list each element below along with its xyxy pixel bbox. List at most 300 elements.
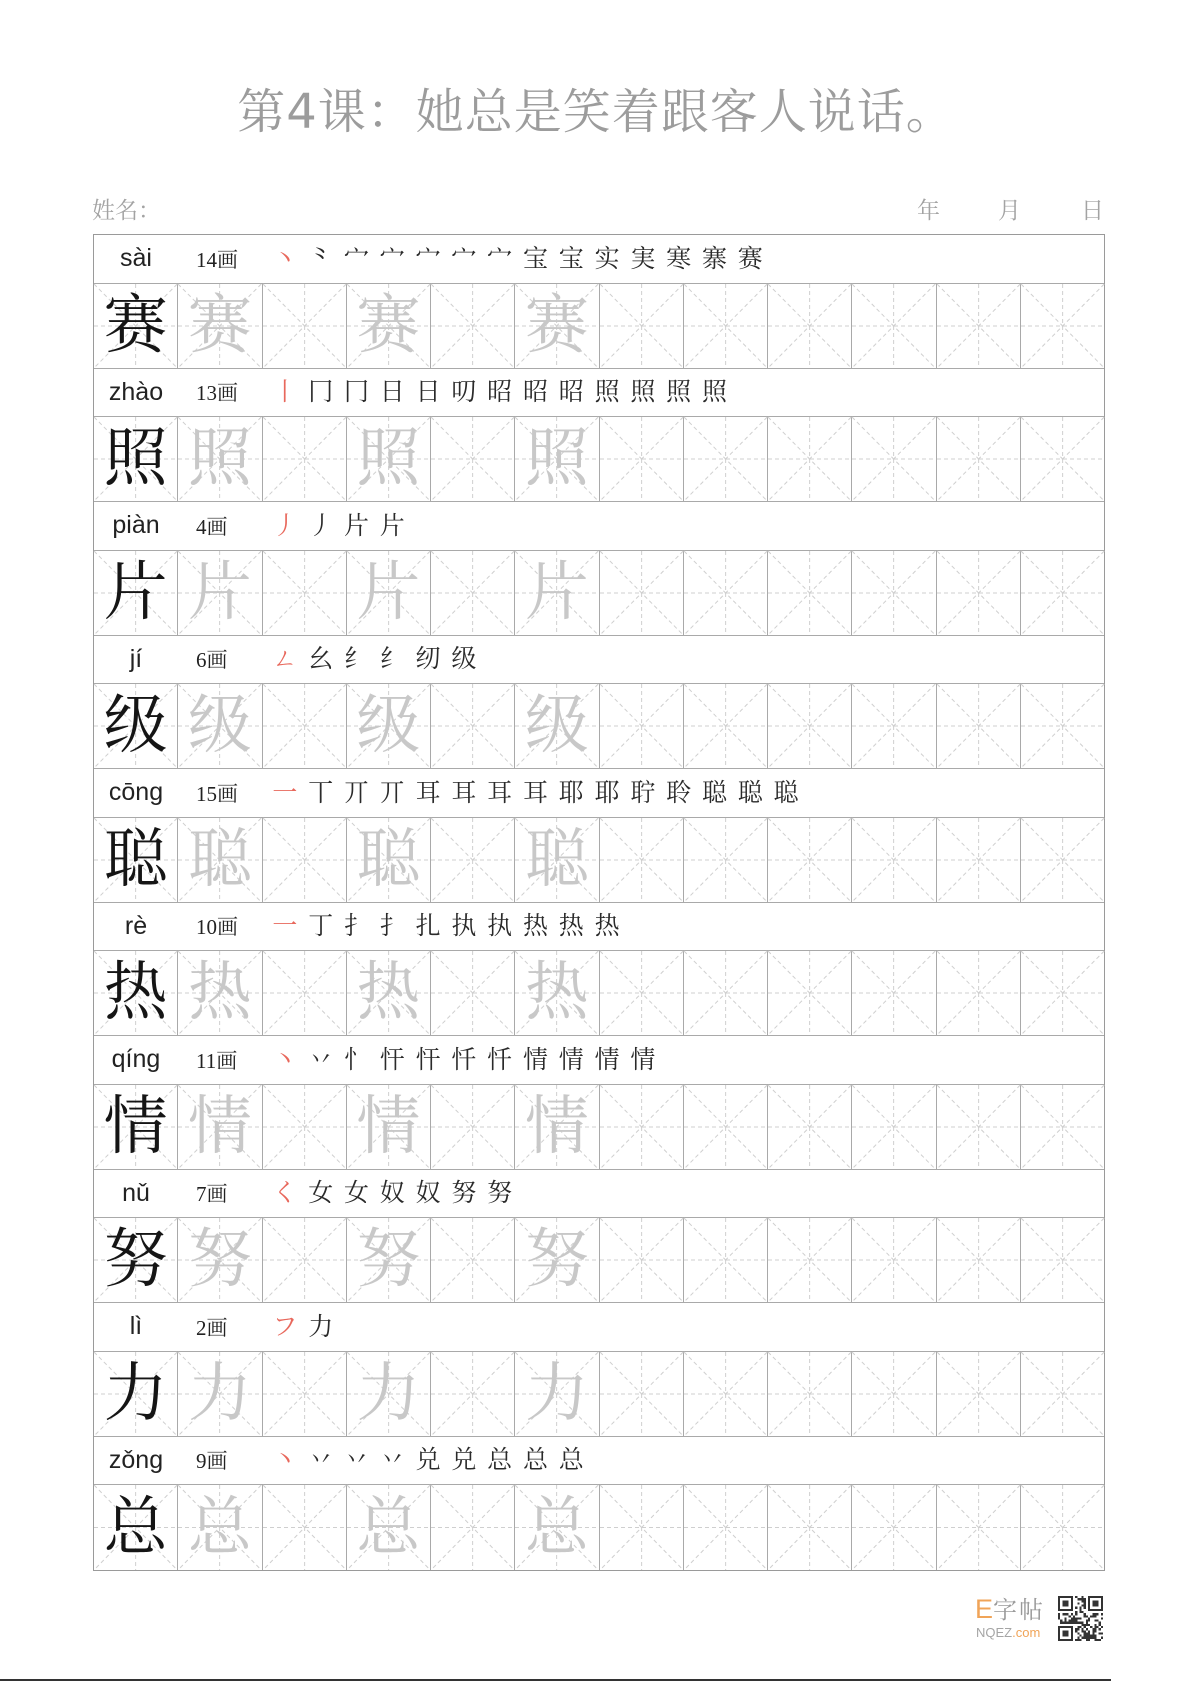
qr-module — [1082, 1628, 1084, 1630]
qr-module — [1084, 1624, 1086, 1626]
qr-module — [1077, 1598, 1079, 1600]
stroke-order-step: 宀 — [415, 243, 441, 273]
qr-module — [1090, 1635, 1092, 1637]
practice-box — [768, 818, 852, 902]
stroke-count-label: 10画 — [196, 915, 238, 940]
rice-grid-guides — [684, 1352, 767, 1436]
stroke-order-step: 丿 — [272, 510, 298, 540]
practice-box — [94, 1218, 178, 1302]
stroke-count-label: 13画 — [196, 381, 238, 406]
stroke-order-step: 聍 — [630, 777, 656, 807]
stroke-order-step: 叨 — [451, 377, 477, 407]
qr-module — [1077, 1626, 1079, 1628]
practice-box — [684, 1085, 768, 1169]
rice-grid-guides — [684, 951, 767, 1035]
trace-character: 赛 — [356, 288, 421, 363]
qr-module — [1094, 1637, 1096, 1639]
practice-box — [600, 284, 684, 368]
qr-module — [1079, 1598, 1081, 1600]
rice-grid-guides — [1021, 284, 1104, 368]
stroke-order-step: 照 — [666, 377, 692, 407]
practice-box — [515, 1485, 599, 1570]
qr-module — [1075, 1630, 1077, 1632]
practice-row — [94, 1085, 1104, 1170]
qr-module — [1101, 1632, 1103, 1634]
character-info-row — [94, 903, 1104, 952]
stroke-order-sequence — [267, 502, 410, 550]
rice-grid-guides — [852, 684, 935, 768]
practice-box — [515, 1085, 599, 1169]
date-month-label: 月 — [998, 198, 1021, 224]
practice-box — [684, 1485, 768, 1570]
practice-box — [515, 684, 599, 768]
qr-module — [1060, 1620, 1062, 1622]
stroke-order-step: 宀 — [451, 243, 477, 273]
stroke-order-step: 丶 — [272, 1445, 298, 1475]
trace-character: 照 — [524, 422, 589, 496]
model-character: 赛 — [103, 288, 168, 363]
practice-box — [347, 1218, 431, 1302]
practice-box — [937, 417, 1021, 501]
stroke-order-sequence — [267, 1170, 518, 1218]
trace-character: 照 — [356, 422, 421, 496]
qr-module — [1086, 1637, 1088, 1639]
stroke-order-step: 丌 — [379, 777, 405, 807]
qr-module — [1079, 1635, 1081, 1637]
stroke-order-step: 耳 — [415, 777, 441, 807]
practice-box — [600, 684, 684, 768]
rice-grid-guides — [937, 1352, 1020, 1436]
model-character: 级 — [103, 689, 168, 763]
character-block — [94, 235, 1104, 369]
practice-box — [178, 1485, 262, 1570]
stroke-order-step: 级 — [451, 644, 477, 674]
qr-module — [1101, 1637, 1103, 1639]
stroke-order-step: 宀 — [379, 243, 405, 273]
stroke-order-step: ㄥ — [272, 644, 298, 674]
qr-module — [1086, 1615, 1088, 1617]
rice-grid-guides — [937, 951, 1020, 1035]
practice-box — [431, 551, 515, 635]
stroke-order-step: 情 — [522, 1044, 548, 1074]
rice-grid-guides — [684, 417, 767, 501]
stroke-order-step: 奴 — [415, 1178, 441, 1208]
practice-box — [263, 1218, 347, 1302]
rice-grid-guides — [431, 1218, 514, 1302]
rice-grid-guides — [263, 1085, 346, 1169]
stroke-order-step: 昭 — [487, 377, 513, 407]
qr-module — [1075, 1613, 1077, 1615]
stroke-order-sequence — [267, 903, 625, 951]
stroke-order-step: 努 — [451, 1178, 477, 1208]
practice-box — [94, 284, 178, 368]
practice-box — [263, 1085, 347, 1169]
qr-module — [1082, 1624, 1084, 1626]
rice-grid-guides — [937, 1218, 1020, 1302]
qr-module — [1088, 1617, 1090, 1619]
practice-box — [263, 951, 347, 1035]
rice-grid-guides — [937, 284, 1020, 368]
stroke-count-label: 14画 — [196, 247, 238, 272]
practice-box — [684, 551, 768, 635]
practice-box — [347, 1352, 431, 1436]
stroke-count-label: 4画 — [196, 514, 228, 539]
practice-box — [1021, 1485, 1104, 1570]
trace-character: 热 — [524, 956, 589, 1030]
character-info-row — [94, 769, 1104, 818]
stroke-order-step: 赛 — [737, 243, 763, 273]
stroke-order-step: 聪 — [701, 777, 727, 807]
practice-box — [431, 284, 515, 368]
qr-module — [1088, 1639, 1090, 1641]
qr-module — [1099, 1622, 1101, 1624]
qr-module — [1088, 1630, 1090, 1632]
stroke-order-step: 忓 — [415, 1044, 441, 1074]
stroke-order-step: 奴 — [379, 1178, 405, 1208]
qr-module — [1097, 1626, 1099, 1628]
qr-module — [1082, 1611, 1084, 1613]
trace-character: 赛 — [524, 288, 589, 363]
stroke-order-step: 耳 — [451, 777, 477, 807]
practice-box — [347, 284, 431, 368]
qr-module — [1092, 1613, 1094, 1615]
practice-box — [600, 1218, 684, 1302]
stroke-order-step: 扎 — [415, 911, 441, 941]
stroke-order-step: 扌 — [343, 911, 369, 941]
rice-grid-guides — [852, 1218, 935, 1302]
rice-grid-guides — [684, 1218, 767, 1302]
qr-module — [1088, 1624, 1090, 1626]
practice-row — [94, 951, 1104, 1036]
practice-box — [263, 284, 347, 368]
stroke-order-step: 热 — [594, 911, 620, 941]
practice-box — [684, 284, 768, 368]
practice-box — [1021, 951, 1104, 1035]
stroke-order-step: 日 — [415, 377, 441, 407]
practice-box — [600, 1085, 684, 1169]
trace-character: 情 — [187, 1089, 252, 1164]
practice-box — [937, 1085, 1021, 1169]
qr-module — [1071, 1613, 1073, 1615]
practice-box — [178, 551, 262, 635]
trace-character: 片 — [356, 555, 421, 630]
stroke-order-step: 情 — [630, 1044, 656, 1074]
qr-module — [1101, 1617, 1103, 1619]
practice-box — [431, 1218, 515, 1302]
stroke-order-step: 聪 — [773, 777, 799, 807]
rice-grid-guides — [431, 1352, 514, 1436]
rice-grid-guides — [852, 1352, 935, 1436]
qr-module — [1092, 1635, 1094, 1637]
practice-box — [684, 1218, 768, 1302]
model-character: 总 — [103, 1490, 168, 1565]
qr-module — [1079, 1626, 1081, 1628]
qr-module — [1084, 1630, 1086, 1632]
stroke-order-step: 总 — [558, 1445, 584, 1475]
practice-box — [178, 951, 262, 1035]
practice-box — [263, 417, 347, 501]
practice-box — [852, 551, 936, 635]
stroke-order-step: 宝 — [522, 243, 548, 273]
practice-row — [94, 284, 1104, 369]
practice-box — [1021, 1352, 1104, 1436]
rice-grid-guides — [431, 1085, 514, 1169]
trace-character: 热 — [356, 956, 421, 1030]
stroke-order-step: 执 — [487, 911, 513, 941]
rice-grid-guides — [263, 1218, 346, 1302]
qr-module — [1064, 1617, 1066, 1619]
practice-box — [852, 684, 936, 768]
rice-grid-guides — [852, 417, 935, 501]
qr-finder-core — [1062, 1630, 1068, 1636]
qr-module — [1073, 1617, 1075, 1619]
stroke-order-step: 丌 — [343, 777, 369, 807]
stroke-order-step: 总 — [522, 1445, 548, 1475]
pinyin-label: cōng — [108, 778, 164, 807]
stroke-count-label: 2画 — [196, 1315, 228, 1340]
qr-module — [1079, 1639, 1081, 1641]
qr-module — [1084, 1615, 1086, 1617]
practice-box — [431, 417, 515, 501]
rice-grid-guides — [1021, 684, 1104, 768]
rice-grid-guides — [768, 551, 851, 635]
logo-text: 字帖 — [993, 1596, 1046, 1624]
qr-module — [1092, 1632, 1094, 1634]
trace-character: 情 — [356, 1089, 421, 1164]
character-block — [94, 1170, 1104, 1304]
trace-character: 级 — [356, 689, 421, 763]
character-info-row — [94, 1036, 1104, 1085]
stroke-order-step: 一 — [272, 777, 298, 807]
practice-box — [1021, 417, 1104, 501]
trace-character: 赛 — [187, 288, 252, 363]
rice-grid-guides — [600, 1218, 683, 1302]
stroke-order-step: 日 — [379, 377, 405, 407]
qr-module — [1092, 1630, 1094, 1632]
stroke-order-step: 幺 — [308, 644, 334, 674]
qr-module — [1094, 1628, 1096, 1630]
rice-grid-guides — [431, 551, 514, 635]
rice-grid-guides — [937, 684, 1020, 768]
qr-module — [1082, 1622, 1084, 1624]
character-info-row — [94, 235, 1104, 284]
qr-module — [1088, 1637, 1090, 1639]
rice-grid-guides — [852, 1485, 935, 1570]
stroke-order-step: 耶 — [558, 777, 584, 807]
qr-module — [1088, 1635, 1090, 1637]
stroke-order-sequence — [267, 769, 804, 817]
stroke-order-step: 忓 — [379, 1044, 405, 1074]
qr-module — [1077, 1639, 1079, 1641]
stroke-order-step: 照 — [701, 377, 727, 407]
qr-module — [1086, 1635, 1088, 1637]
rice-grid-guides — [684, 818, 767, 902]
stroke-order-step: 女 — [308, 1178, 334, 1208]
qr-module — [1099, 1628, 1101, 1630]
stroke-order-step: 实 — [594, 243, 620, 273]
qr-module — [1075, 1622, 1077, 1624]
practice-box — [937, 284, 1021, 368]
trace-character: 努 — [356, 1223, 421, 1297]
rice-grid-guides — [263, 284, 346, 368]
qr-module — [1084, 1598, 1086, 1600]
practice-box — [431, 684, 515, 768]
stroke-order-sequence — [267, 1036, 661, 1084]
practice-box — [431, 951, 515, 1035]
rice-grid-guides — [600, 1352, 683, 1436]
rice-grid-guides — [600, 1485, 683, 1570]
practice-row — [94, 551, 1104, 636]
qr-module — [1062, 1622, 1064, 1624]
practice-box — [684, 417, 768, 501]
rice-grid-guides — [768, 684, 851, 768]
practice-box — [178, 1218, 262, 1302]
practice-box — [684, 1352, 768, 1436]
stroke-order-step: 宀 — [343, 243, 369, 273]
model-character: 情 — [103, 1089, 168, 1164]
stroke-order-step: 寨 — [701, 243, 727, 273]
trace-character: 力 — [187, 1356, 252, 1431]
practice-box — [937, 1485, 1021, 1570]
model-character: 力 — [103, 1356, 168, 1431]
stroke-order-sequence — [267, 235, 768, 283]
stroke-order-step: 女 — [343, 1178, 369, 1208]
trace-character: 级 — [187, 689, 252, 763]
qr-module — [1094, 1630, 1096, 1632]
pinyin-label: jí — [129, 644, 143, 673]
practice-box — [600, 1485, 684, 1570]
logo-wordmark — [975, 1594, 1045, 1628]
qr-module — [1094, 1624, 1096, 1626]
qr-module — [1094, 1639, 1096, 1641]
practice-box — [178, 1352, 262, 1436]
model-character: 片 — [103, 555, 168, 630]
qr-module — [1086, 1628, 1088, 1630]
trace-character: 聪 — [187, 822, 252, 897]
stroke-order-step: 热 — [522, 911, 548, 941]
stroke-order-step: 丅 — [308, 777, 334, 807]
rice-grid-guides — [431, 284, 514, 368]
student-name-label: 姓名： — [92, 198, 161, 224]
practice-box — [347, 951, 431, 1035]
pinyin-label: sài — [120, 244, 152, 273]
rice-grid-guides — [684, 684, 767, 768]
qr-module — [1079, 1611, 1081, 1613]
trace-character: 努 — [187, 1223, 252, 1297]
stroke-order-step: 情 — [558, 1044, 584, 1074]
practice-box — [515, 551, 599, 635]
practice-box — [1021, 284, 1104, 368]
rice-grid-guides — [852, 551, 935, 635]
practice-box — [684, 818, 768, 902]
stroke-order-sequence — [267, 369, 732, 417]
character-block — [94, 769, 1104, 903]
stroke-order-step: 执 — [451, 911, 477, 941]
rice-grid-guides — [600, 684, 683, 768]
stroke-order-step: 兑 — [415, 1445, 441, 1475]
rice-grid-guides — [937, 1085, 1020, 1169]
rice-grid-guides — [263, 551, 346, 635]
practice-box — [515, 1218, 599, 1302]
qr-module — [1084, 1632, 1086, 1634]
rice-grid-guides — [263, 951, 346, 1035]
logo-site-url — [976, 1625, 1040, 1641]
qr-module — [1077, 1602, 1079, 1604]
stroke-order-step: 寒 — [666, 243, 692, 273]
stroke-order-step: 丶 — [272, 243, 298, 273]
stroke-count-label: 11画 — [196, 1048, 238, 1073]
qr-module — [1077, 1632, 1079, 1634]
practice-box — [852, 951, 936, 1035]
qr-module — [1071, 1622, 1073, 1624]
character-block — [94, 1036, 1104, 1170]
qr-module — [1062, 1613, 1064, 1615]
model-character: 热 — [103, 956, 168, 1030]
rice-grid-guides — [768, 818, 851, 902]
rice-grid-guides — [684, 1485, 767, 1570]
qr-module — [1090, 1626, 1092, 1628]
character-info-row — [94, 1303, 1104, 1352]
character-info-row — [94, 502, 1104, 551]
practice-box — [347, 684, 431, 768]
practice-box — [1021, 551, 1104, 635]
qr-module — [1084, 1626, 1086, 1628]
practice-box — [937, 684, 1021, 768]
practice-box — [768, 684, 852, 768]
qr-module — [1069, 1615, 1071, 1617]
stroke-order-sequence — [267, 1437, 589, 1485]
practice-box — [768, 417, 852, 501]
qr-module — [1071, 1617, 1073, 1619]
practice-sheet — [93, 234, 1105, 1571]
qr-module — [1064, 1613, 1066, 1615]
trace-character: 情 — [524, 1089, 589, 1164]
stroke-order-step: 丿 — [308, 510, 334, 540]
stroke-count-label: 15画 — [196, 781, 238, 806]
rice-grid-guides — [431, 684, 514, 768]
rice-grid-guides — [263, 1352, 346, 1436]
trace-character: 片 — [524, 555, 589, 630]
rice-grid-guides — [431, 417, 514, 501]
practice-box — [515, 818, 599, 902]
qr-module — [1086, 1632, 1088, 1634]
practice-box — [1021, 818, 1104, 902]
practice-box — [937, 1218, 1021, 1302]
stroke-order-step: 纟 — [343, 644, 369, 674]
stroke-order-step: 実 — [630, 243, 656, 273]
character-block — [94, 636, 1104, 770]
practice-box — [178, 684, 262, 768]
site-tld: .com — [1012, 1625, 1041, 1640]
qr-module — [1079, 1617, 1081, 1619]
stroke-order-step: 耳 — [487, 777, 513, 807]
practice-box — [600, 818, 684, 902]
qr-module — [1084, 1637, 1086, 1639]
qr-module — [1077, 1637, 1079, 1639]
pinyin-label: rè — [124, 911, 148, 940]
practice-row — [94, 417, 1104, 502]
practice-box — [515, 951, 599, 1035]
stroke-order-step: 忏 — [487, 1044, 513, 1074]
stroke-order-step: 丷 — [308, 1044, 334, 1074]
page-bottom-rule — [0, 1679, 1111, 1681]
practice-box — [684, 951, 768, 1035]
stroke-order-step: 冂 — [343, 377, 369, 407]
practice-box — [94, 1085, 178, 1169]
stroke-order-step: 丁 — [308, 911, 334, 941]
stroke-order-step: 力 — [308, 1311, 334, 1341]
qr-module — [1088, 1632, 1090, 1634]
